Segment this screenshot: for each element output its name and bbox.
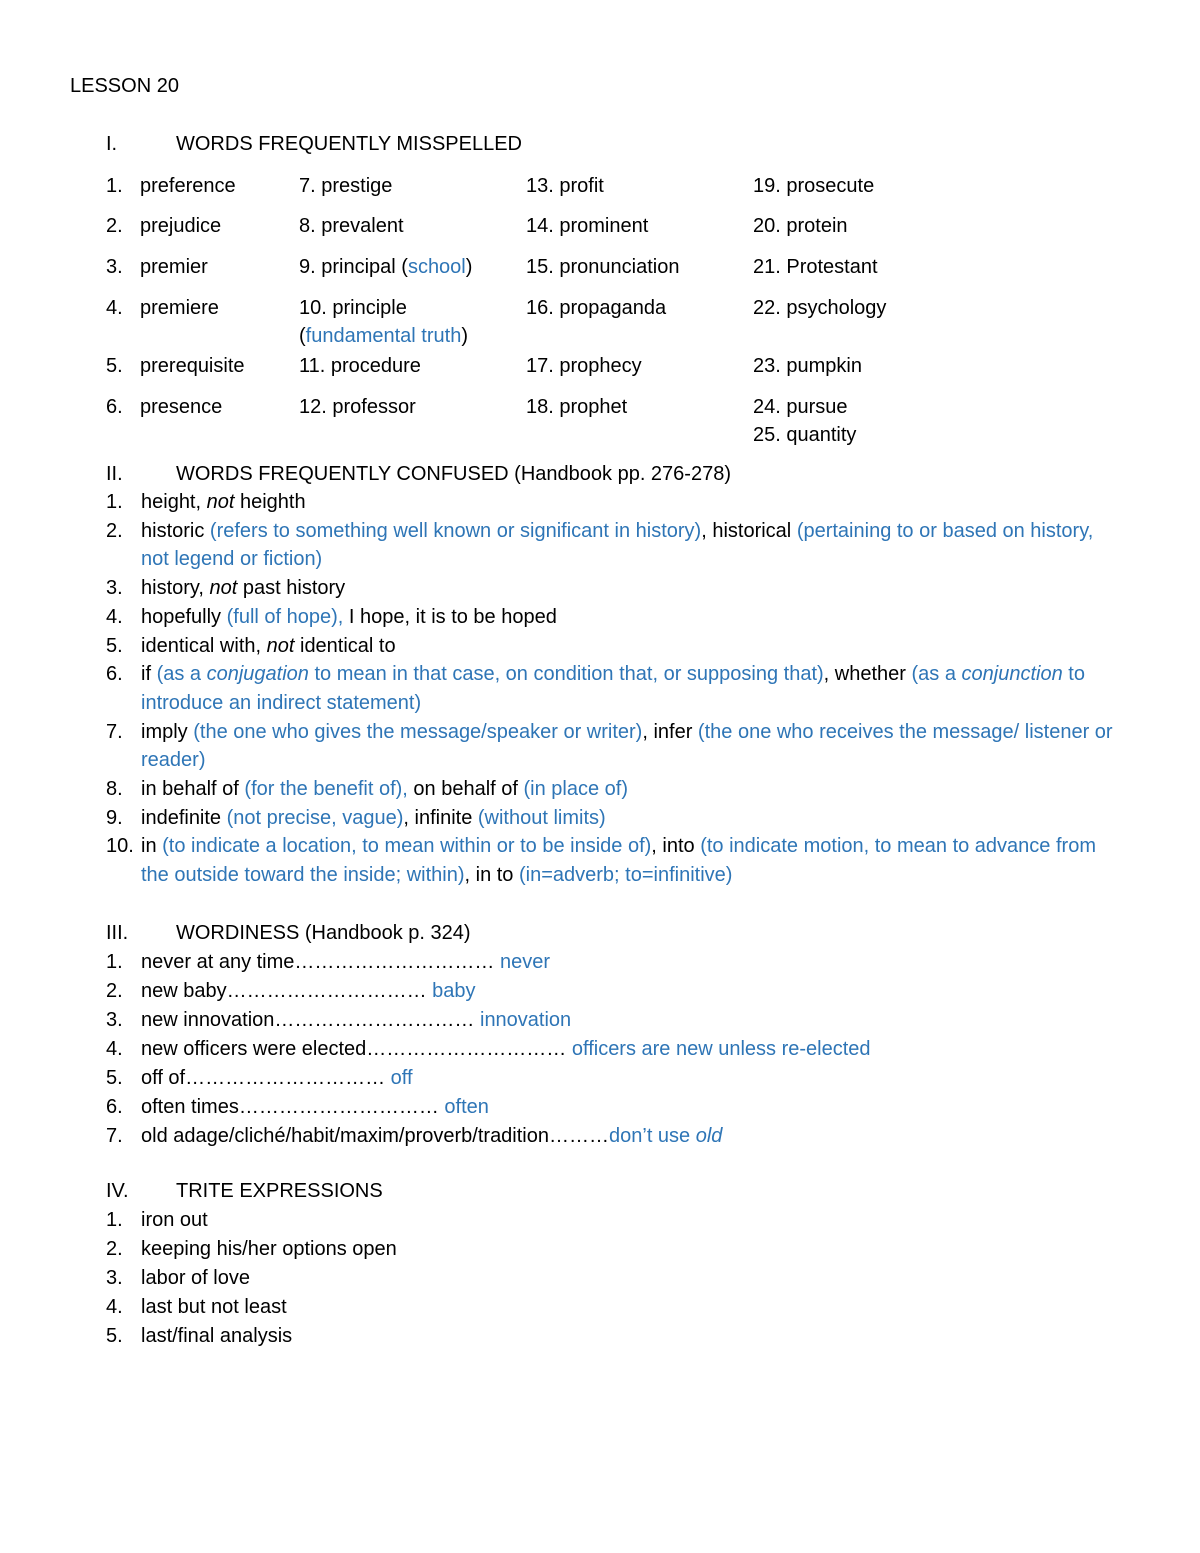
section-numeral: I. xyxy=(106,133,118,155)
section-numeral: IV. xyxy=(106,1180,129,1202)
list-item: 2. historic (refers to something well known or significant in history), historical (pertaining to or based on history, not legend or fiction) xyxy=(106,519,1094,571)
list-item: 9. indefinite (not precise, vague), infinite (without limits) xyxy=(106,806,606,829)
list-item: 5. identical with, not identical to xyxy=(106,634,396,657)
word-cell: 6. presence xyxy=(106,396,223,418)
word-cell: 1. preference xyxy=(106,175,236,197)
section-numeral: III. xyxy=(106,922,129,944)
list-item: 3. new innovation………………………… innovation xyxy=(106,1009,572,1031)
list-item: 8. in behalf of (for the benefit of), on behalf of (in place of) xyxy=(106,778,628,801)
word-cell: 20. protein xyxy=(753,215,848,237)
word-cell: 19. prosecute xyxy=(753,175,875,197)
word-cell: 16. propaganda xyxy=(526,297,667,319)
word-cell: 21. Protestant xyxy=(753,256,878,278)
word-cell: 18. prophet xyxy=(526,396,628,418)
list-item: 10. in (to indicate a location, to mean within or to be inside of), into (to indicate motion, to mean to advance from the outside toward the inside; within), in to (in=adverb; to=infinitive) xyxy=(106,835,1096,887)
list-item: 6. often times………………………… often xyxy=(106,1096,489,1118)
confused-words-list xyxy=(106,488,1116,890)
word-cell: 25. quantity xyxy=(753,424,857,446)
section-title: WORDS FREQUENTLY MISSPELLED xyxy=(176,133,522,155)
section-3-heading xyxy=(106,920,471,946)
section-numeral: II. xyxy=(106,463,123,485)
list-item: 4. hopefully (full of hope), I hope, it is to be hoped xyxy=(106,605,557,628)
word-cell: 12. professor xyxy=(299,396,416,418)
list-item: 5. off of………………………… off xyxy=(106,1067,413,1089)
section-title: WORDS FREQUENTLY CONFUSED (Handbook pp. 276-278) xyxy=(176,463,731,485)
word-cell: 15. pronunciation xyxy=(526,256,680,278)
section-1-heading xyxy=(106,131,522,157)
list-item: 6. if (as a conjugation to mean in that case, on condition that, or supposing that), whether (as a conjunction to introduce an indirect statement) xyxy=(106,663,1085,714)
word-cell: 10. principle (fundamental truth) xyxy=(299,297,468,347)
list-item: 1. height, not heighth xyxy=(106,491,306,513)
word-cell: 17. prophecy xyxy=(526,355,642,377)
word-cell: 7. prestige xyxy=(299,175,393,197)
list-item: 4. last but not least xyxy=(106,1296,287,1318)
list-item: 7. old adage/cliché/habit/maxim/proverb/tradition………don’t use old xyxy=(106,1125,723,1147)
word-cell: 24. pursue xyxy=(753,396,848,418)
word-cell: 5. prerequisite xyxy=(106,355,245,377)
word-cell: 22. psychology xyxy=(753,297,887,319)
list-item: 7. imply (the one who gives the message/speaker or writer), infer (the one who receives the message/ listener or reader) xyxy=(106,720,1113,772)
word-cell: 4. premiere xyxy=(106,297,219,319)
word-cell: 11. procedure xyxy=(299,355,421,377)
list-item: 1. never at any time………………………… never xyxy=(106,951,551,973)
section-4-heading xyxy=(106,1178,383,1204)
wordiness-list xyxy=(106,948,1116,1151)
word-cell: 2. prejudice xyxy=(106,215,222,237)
word-cell: 13. profit xyxy=(526,175,604,197)
list-item: 4. new officers were elected………………………… officers are new unless re-elected xyxy=(106,1038,871,1060)
list-item: 2. keeping his/her options open xyxy=(106,1238,397,1260)
list-item: 3. history, not past history xyxy=(106,577,346,600)
list-item: 5. last/final analysis xyxy=(106,1325,293,1347)
word-cell: 3. premier xyxy=(106,256,208,278)
section-title: TRITE EXPRESSIONS xyxy=(176,1180,383,1202)
trite-expressions-list xyxy=(106,1206,1116,1351)
word-cell: 8. prevalent xyxy=(299,215,404,237)
list-item: 1. iron out xyxy=(106,1209,208,1231)
lesson-title: LESSON 20 xyxy=(70,75,179,97)
word-cell: 9. principal (school) xyxy=(299,256,473,278)
section-2-heading xyxy=(106,461,731,487)
list-item: 2. new baby………………………… baby xyxy=(106,980,476,1002)
word-cell: 23. pumpkin xyxy=(753,355,862,377)
word-cell: 14. prominent xyxy=(526,215,649,237)
section-title: WORDINESS (Handbook p. 324) xyxy=(176,922,471,944)
list-item: 3. labor of love xyxy=(106,1267,250,1289)
